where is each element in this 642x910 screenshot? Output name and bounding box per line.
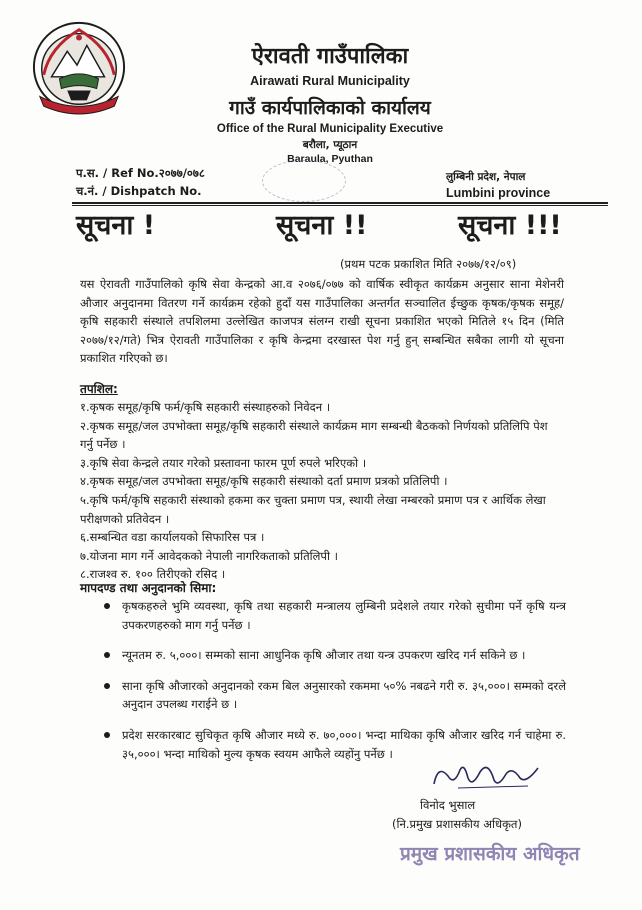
criteria-list	[100, 597, 566, 775]
criteria-heading: मापदण्ड तथा अनुदानको सिमा:	[80, 581, 217, 595]
details-heading: तपशिल:	[80, 382, 118, 396]
signer-name: विनोद भुसाल	[420, 798, 476, 812]
notice-heading-2: सूचना !!	[276, 210, 368, 241]
province-en: Lumbini province	[446, 186, 551, 200]
bullet-icon	[104, 652, 110, 658]
list-item: १.कृषक समूह/कृषि फर्म/कृषि सहकारी संस्थाहरुको निवेदन ।	[80, 400, 331, 414]
office-name-np: गाउँ कार्यपालिकाको कार्यालय	[229, 97, 431, 119]
nepal-emblem-icon	[28, 18, 130, 116]
municipality-name-np: ऐरावती गाउँपालिका	[251, 44, 409, 69]
address-np: बरौला, प्यूठान	[302, 139, 358, 151]
office-stamp	[262, 160, 346, 202]
list-item	[100, 677, 566, 714]
criteria-text: प्रदेश सरकारबाट सुचिकृत कृषि औजार मध्ये रु. ७०,०००। भन्दा माथिका कृषि औजार खरिद गर्न चाहेमा रु. ३५,०००। भन्दा माथिको मुल्य कृषक स्वयम आफैले व्यहोंनु पर्नेछ ।	[122, 727, 566, 761]
reference-number: प.स. / Ref No.२०७७/०७८	[76, 166, 205, 180]
list-item	[100, 597, 566, 634]
address-en: Baraula, Pyuthan	[287, 153, 373, 165]
list-item	[100, 646, 566, 665]
list-item: ६.सम्बन्धित वडा कार्यालयको सिफारिस पत्र ।	[80, 530, 265, 545]
details-list	[80, 398, 564, 584]
province-np: लुम्बिनी प्रदेश, नेपाल	[446, 171, 526, 183]
list-item: ८.राजश्व रु. १०० तिरीएको रसिद ।	[80, 567, 226, 582]
list-item: ५.कृषि फर्म/कृषि सहकारी संस्थाको हकमा कर चुक्ता प्रमाण पत्र, स्थायी लेखा नम्बरको प्रमाण पत्र र आर्थिक लेखा परीक्षणको प्रतिवेदन ।	[80, 492, 546, 526]
criteria-text: न्यूनतम रु. ५,०००। सम्मको साना आधुनिक कृषि औजार तथा यन्त्र उपकरण खरिद गर्न सकिने छ ।	[122, 648, 526, 663]
list-item: २.कृषक समूह/जल उपभोक्ता समूह/कृषि सहकारी संस्थाले कार्यक्रम माग सम्बन्धी बैठकको निर्णयको प्रतिलिपि पेश गर्नु पर्नेछ ।	[80, 418, 548, 452]
notice-heading-1: सूचना !	[76, 210, 156, 241]
official-seal: प्रमुख प्रशासकीय अधिकृत	[400, 843, 580, 865]
publication-date: (प्रथम पटक प्रकाशित मिति २०७७/१२/०९)	[340, 257, 517, 271]
signer-title: (नि.प्रमुख प्रशासकीय अधिकृत)	[392, 817, 522, 831]
list-item: ७.योजना माग गर्ने आवेदकको नेपाली नागरिकताको प्रतिलिपी ।	[80, 548, 338, 563]
criteria-text: साना कृषि औजारको अनुदानको रकम बिल अनुसारको रकममा ५०% नबढने गरी रु. ३५,०००। सम्मको दरले अनुदान उपलब्ध गराईने छ ।	[122, 678, 566, 712]
office-name-en: Office of the Rural Municipality Executive	[216, 123, 444, 135]
header-divider	[72, 202, 608, 204]
bullet-icon	[104, 603, 110, 609]
bullet-icon	[104, 732, 110, 738]
municipality-name-en: Airawati Rural Municipality	[250, 74, 410, 88]
list-item: ३.कृषि सेवा केन्द्रले तयार गरेको प्रस्तावना फारम पूर्ण रुपले भरिएको ।	[80, 455, 367, 470]
notice-heading-3: सूचना !!!	[458, 210, 562, 241]
signature-icon	[428, 758, 548, 794]
list-item: ४.कृषक समूह/जल उपभोक्ता समूह/कृषि सहकारी संस्थाको दर्ता प्रमाण प्रत्रको प्रतिलिपी ।	[80, 474, 448, 489]
intro-paragraph: यस ऐरावती गाउँपालिको कृषि सेवा केन्द्रको आ.व २०७६/०७७ को वार्षिक स्वीकृत कार्यक्रम अनुसार साना मेशेनरी औजार अनुदानमा वितरण गर्ने कार्यक्रम रहेको हुदाँ यस गाउँपालिका अन्तर्गत सञ्चालित ईच्छुक कृषक/कृषक समूह/कृषि सहकारी संस्थाले तपशिलमा उल्लेखित काजपत्र संलग्न राखी सूचना प्रकाशित भएको मितिले १५ दिन (मिति २०७७/१२/गते) भित्र ऐरावती गाउँपालिका र कृषि केन्द्रमा दरखास्त पेश गर्नु हुन् सम्बन्धित सबैका लागी यो सूचना प्रकाशित गरिएको छ।	[80, 277, 564, 366]
bullet-icon	[104, 683, 110, 689]
criteria-text: कृषकहरुले भुमि व्यवस्था, कृषि तथा सहकारी मन्त्रालय लुम्बिनी प्रदेशले तयार गरेको सुचीमा पर्ने कृषि यन्त्र उपकरणहरुको माग गर्नु पर्नेछ ।	[122, 599, 566, 632]
dispatch-number: च.नं. / Dishpatch No.	[76, 184, 202, 198]
